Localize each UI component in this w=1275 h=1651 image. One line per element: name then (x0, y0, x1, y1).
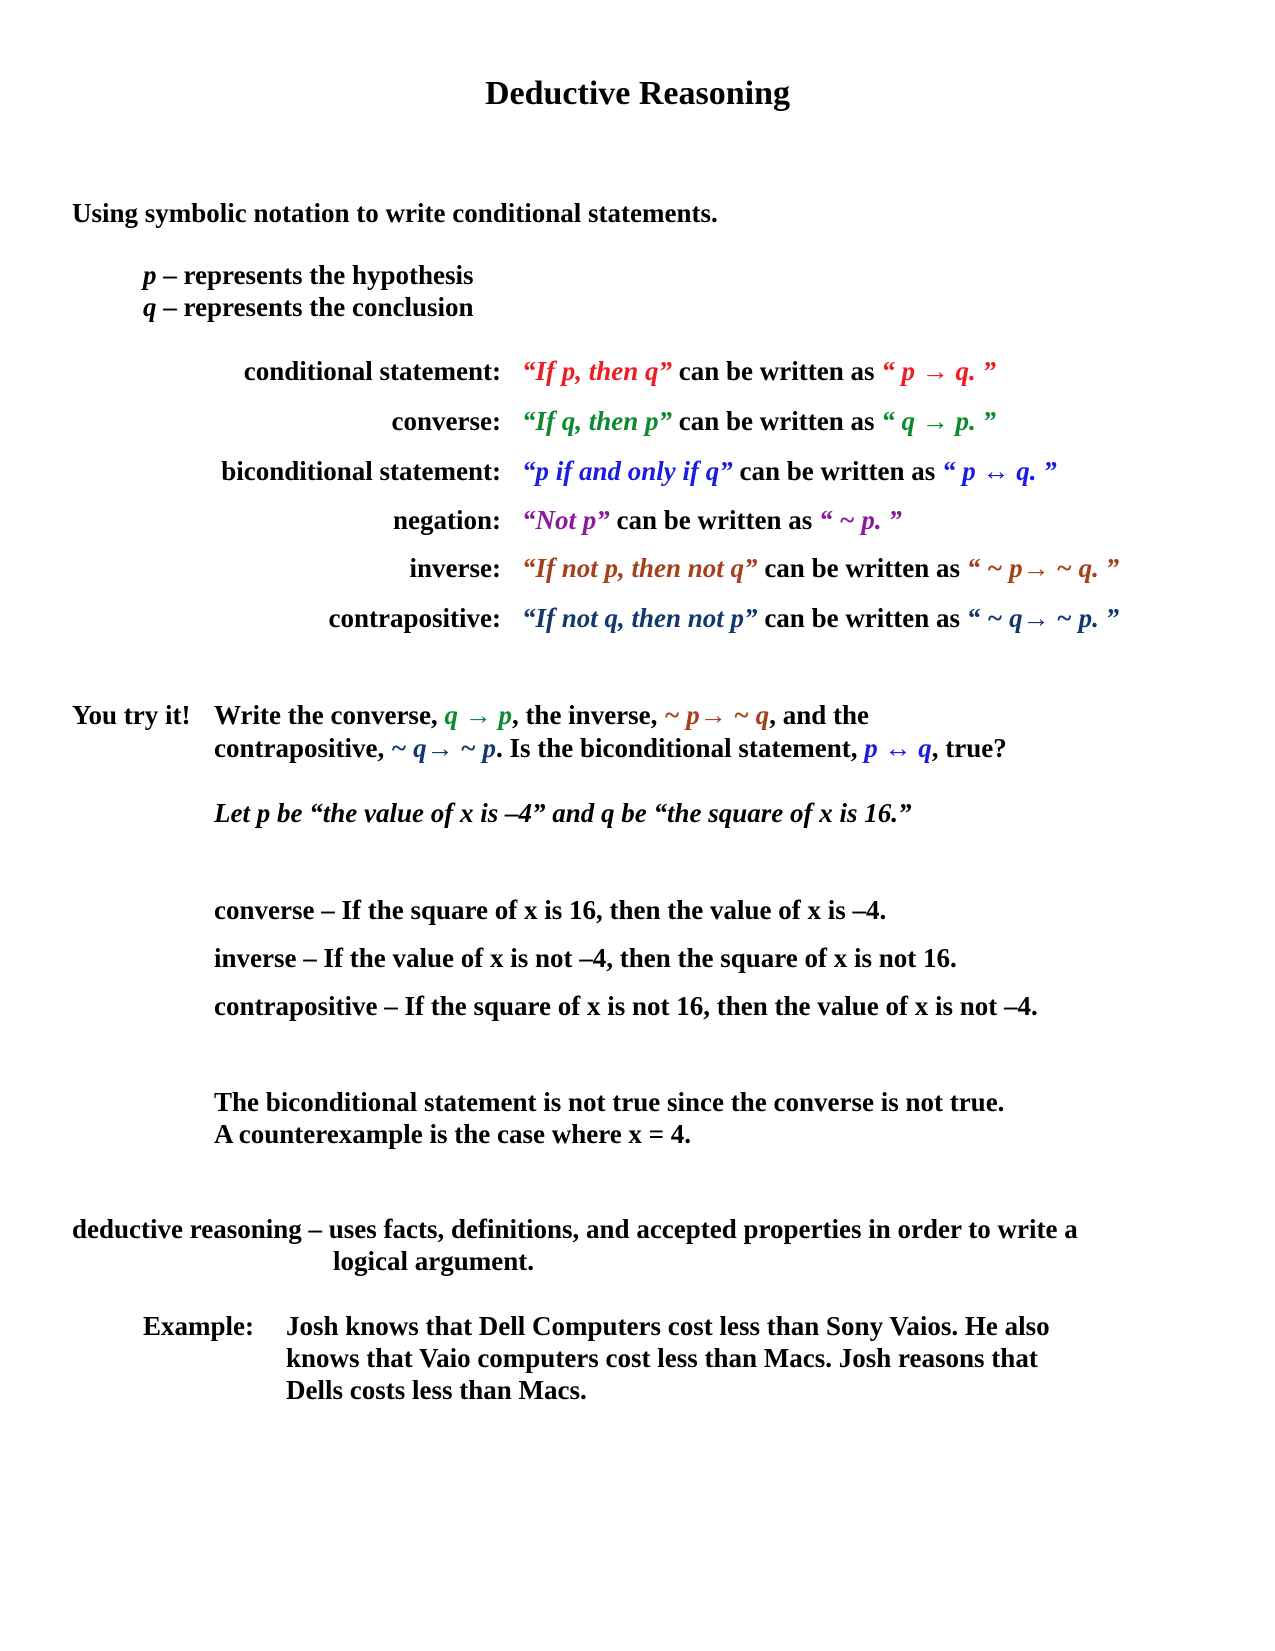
def-converse-quote: “If q, then p” (522, 406, 673, 436)
intro-text: Using symbolic notation to write conditional statements. (72, 198, 718, 228)
try-it-inverse-symbol: ~ p→ ~ q (664, 700, 770, 730)
example-line-1: Josh knows that Dell Computers cost less than Sony Vaios. He also (286, 1311, 1050, 1341)
def-conditional-symbol: “ p → q. ” (881, 356, 997, 386)
def-biconditional-symbol: “ p ↔ q. ” (942, 456, 1057, 486)
try-it-given-text: Let p be “the value of x is –4” and q be “the square of x is 16.” (214, 798, 912, 828)
def-inverse-value (522, 555, 1119, 582)
conclusion-line-2: A counterexample is the case where x = 4. (214, 1119, 692, 1149)
deductive-line-1 (72, 1216, 1078, 1243)
try-it-l1-a: Write the converse, (214, 700, 438, 730)
page-title: Deductive Reasoning (484, 75, 791, 112)
def-converse-label: converse: (391, 406, 501, 436)
def-biconditional-value (522, 458, 1057, 485)
try-it-line-2 (214, 735, 1007, 762)
def-contrapositive-value (522, 605, 1119, 632)
def-inverse-written: can be written as (764, 553, 961, 583)
symbol-q-text: – represents the conclusion (163, 292, 474, 322)
answer-converse-label: converse (214, 895, 315, 925)
def-conditional-written: can be written as (678, 356, 875, 386)
def-negation-symbol: “ ~ p. ” (818, 505, 902, 535)
deductive-term: deductive reasoning (72, 1214, 302, 1244)
symbol-p-row (143, 262, 474, 289)
def-biconditional-quote: “p if and only if q” (522, 456, 733, 486)
def-negation-value (522, 507, 902, 534)
symbol-p-text: – represents the hypothesis (163, 260, 474, 290)
def-conditional-label: conditional statement: (243, 356, 501, 386)
try-it-line-1 (214, 702, 869, 729)
def-negation-quote: “Not p” (522, 505, 610, 535)
def-inverse-quote: “If not p, then not q” (522, 553, 758, 583)
answer-inverse-label: inverse (214, 943, 297, 973)
symbol-p-var: p (143, 260, 157, 290)
try-it-label: You try it! (72, 700, 191, 730)
deductive-line-2: logical argument. (333, 1246, 534, 1276)
example-label: Example: (143, 1311, 254, 1341)
try-it-l1-c: , and the (769, 700, 869, 730)
try-it-converse-symbol: q → p (444, 700, 512, 730)
def-converse-value (522, 408, 996, 435)
def-converse-written: can be written as (678, 406, 875, 436)
def-negation-written: can be written as (616, 505, 813, 535)
def-inverse-label: inverse: (409, 553, 501, 583)
symbol-q-row (143, 294, 474, 321)
def-contrapositive-symbol: “ ~ q→ ~ p. ” (966, 603, 1120, 633)
answer-contrapositive-text: – If the square of x is not 16, then the value of x is not –4. (384, 991, 1038, 1021)
answer-inverse-text: – If the value of x is not –4, then the square of x is not 16. (303, 943, 957, 973)
def-biconditional-written: can be written as (739, 456, 936, 486)
answer-contrapositive (214, 993, 1038, 1020)
try-it-biconditional-symbol: p ↔ q (864, 733, 932, 763)
answer-converse (214, 897, 886, 924)
example-line-2: knows that Vaio computers cost less than Macs. Josh reasons that (286, 1343, 1038, 1373)
def-contrapositive-written: can be written as (764, 603, 961, 633)
conclusion-line-1: The biconditional statement is not true since the converse is not true. (214, 1087, 1005, 1117)
answer-contrapositive-label: contrapositive (214, 991, 378, 1021)
try-it-given (214, 800, 911, 827)
try-it-l1-b: , the inverse, (511, 700, 658, 730)
def-contrapositive-label: contrapositive: (328, 603, 501, 633)
try-it-l2-a: contrapositive, (214, 733, 385, 763)
deductive-definition: – uses facts, definitions, and accepted properties in order to write a (308, 1214, 1078, 1244)
def-conditional-quote: “If p, then q” (522, 356, 673, 386)
def-converse-symbol: “ q → p. ” (881, 406, 997, 436)
answer-converse-text: – If the square of x is 16, then the value of x is –4. (321, 895, 887, 925)
try-it-l2-c: , true? (931, 733, 1007, 763)
symbol-q-var: q (143, 292, 157, 322)
try-it-contrapositive-symbol: ~ q→ ~ p (390, 733, 497, 763)
try-it-l2-b: . Is the biconditional statement, (496, 733, 858, 763)
def-contrapositive-quote: “If not q, then not p” (522, 603, 758, 633)
def-negation-label: negation: (393, 505, 501, 535)
def-biconditional-label: biconditional statement: (221, 456, 501, 486)
def-conditional-value (522, 358, 996, 385)
def-inverse-symbol: “ ~ p→ ~ q. ” (966, 553, 1120, 583)
answer-inverse (214, 945, 957, 972)
example-line-3: Dells costs less than Macs. (286, 1375, 587, 1405)
